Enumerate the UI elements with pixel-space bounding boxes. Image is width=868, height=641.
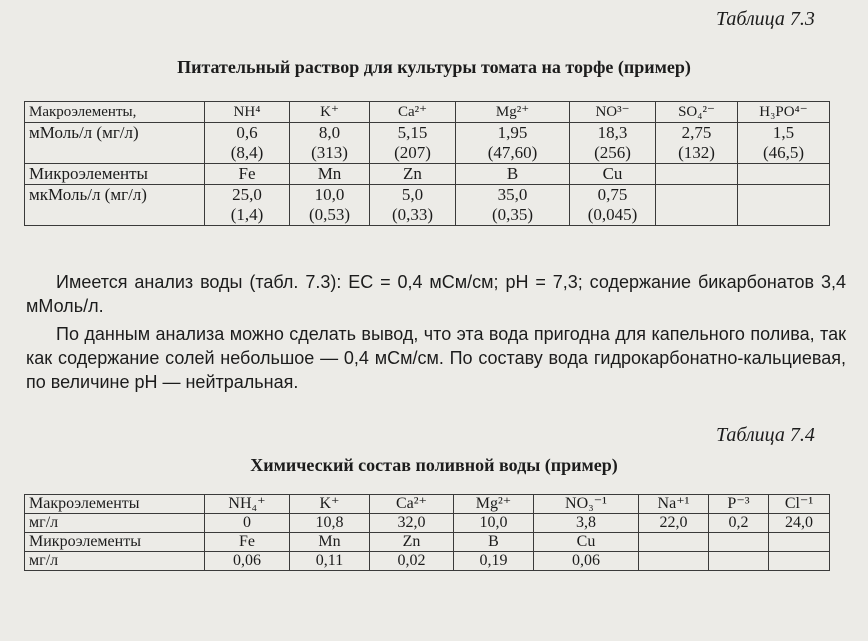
cell-value: 5,15 (397, 123, 428, 142)
table1-mmol-row (25, 123, 830, 164)
table2-cell: 0,06 (534, 552, 639, 571)
table1-value-cell (570, 185, 656, 226)
table1-value-cell (656, 185, 738, 226)
table2-cell: NO₃⁻¹ (534, 495, 639, 514)
table1-header-label: Макроэлементы, (25, 102, 205, 123)
cell-value: 2,75 (681, 123, 712, 142)
cell-secondary-value: (8,4) (230, 143, 264, 162)
table1-mkmol-row (25, 185, 830, 226)
table2-cell: NH₄⁺ (205, 495, 290, 514)
table2-cell: Ca²⁺ (370, 495, 454, 514)
irrigation-water-table (24, 494, 830, 571)
table1-value-cell (370, 123, 456, 164)
cell-value: 5,0 (401, 185, 424, 204)
table1-value-cell (738, 123, 830, 164)
table2-cell (709, 533, 769, 552)
table-caption-7-4: Таблица 7.4 (716, 424, 815, 446)
table1-header-cell: K⁺ (290, 102, 370, 123)
table1-header-cell: Mg²⁺ (456, 102, 570, 123)
cell-value: 0,75 (597, 185, 628, 204)
table2-cell (769, 552, 830, 571)
table2-cell: 10,8 (290, 514, 370, 533)
nutrient-solution-table (24, 101, 830, 226)
table1-micro-cell: Cu (570, 164, 656, 185)
table1-header-cell: NH⁴ (205, 102, 290, 123)
cell-secondary-value: (0,53) (308, 205, 351, 224)
table2-micro-header-row (25, 533, 830, 552)
table1-micro-cell: B (456, 164, 570, 185)
table2-row-label: мг/л (25, 514, 205, 533)
table2-cell: Mg²⁺ (454, 495, 534, 514)
table2-cell: 0,2 (709, 514, 769, 533)
table2-cell: Cu (534, 533, 639, 552)
cell-value: 1,95 (497, 123, 528, 142)
cell-value: 25,0 (232, 185, 262, 204)
table2-cell: 32,0 (370, 514, 454, 533)
table2-cell: 24,0 (769, 514, 830, 533)
table2-cell: 10,0 (454, 514, 534, 533)
table2-cell: K⁺ (290, 495, 370, 514)
table1-micro-cell: Mn (290, 164, 370, 185)
table-title-7-4: Химический состав поливной воды (пример) (250, 455, 618, 475)
cell-secondary-value: (1,4) (230, 205, 264, 224)
table2-mgl-row (25, 514, 830, 533)
table1-value-cell (370, 185, 456, 226)
table1-micro-cell (656, 164, 738, 185)
table1-header-cell: Ca²⁺ (370, 102, 456, 123)
table2-micro-mgl-row (25, 552, 830, 571)
table1-row-label: мкМоль/л (мг/л) (25, 185, 205, 226)
table2-cell: 0,11 (290, 552, 370, 571)
cell-value: 8,0 (318, 123, 341, 142)
cell-value: 1,5 (772, 123, 795, 142)
paragraph-conclusion: По данным анализа можно сделать вывод, что эта вода пригодна для капельного полива, так как содержание солей небольшое — 0,4 мСм/см. По составу вода гидрокарбонатно-кальциевая, по величине pH — нейтральная. (26, 324, 846, 392)
table1-micro-cell (738, 164, 830, 185)
paragraph-analysis: Имеется анализ воды (табл. 7.3): EC = 0,4 мСм/см; pH = 7,3; содержание бикарбонатов 3,4 мМоль/л. (26, 272, 846, 316)
body-text (26, 270, 846, 394)
table1-value-cell (205, 123, 290, 164)
cell-secondary-value: (0,045) (587, 205, 638, 224)
table2-cell (639, 552, 709, 571)
table2-header-row (25, 495, 830, 514)
cell-value: 0,6 (236, 123, 258, 142)
cell-secondary-value: (0,33) (391, 205, 434, 224)
table1-micro-label: Микроэлементы (25, 164, 205, 185)
table1-header-cell: NO³⁻ (570, 102, 656, 123)
cell-value: 18,3 (597, 123, 628, 142)
table1-value-cell (656, 123, 738, 164)
table2-row-label: Микроэлементы (25, 533, 205, 552)
table1-value-cell (290, 185, 370, 226)
table1-micro-header-row (25, 164, 830, 185)
cell-value: 10,0 (314, 185, 345, 204)
table2-cell: 22,0 (639, 514, 709, 533)
table2-cell: 0,06 (205, 552, 290, 571)
cell-secondary-value: (207) (394, 143, 431, 162)
table2-cell (639, 533, 709, 552)
table1-value-cell (456, 123, 570, 164)
table1-header-cell: H₃PO⁴⁻ (738, 102, 830, 123)
cell-secondary-value: (132) (678, 143, 715, 162)
table2-cell: 0 (205, 514, 290, 533)
table2-cell: 0,19 (454, 552, 534, 571)
table2-cell: Fe (205, 533, 290, 552)
table-title-7-3: Питательный раствор для культуры томата на торфе (пример) (177, 57, 691, 77)
table2-row-label: Макроэлементы (25, 495, 205, 514)
table2-cell: 0,02 (370, 552, 454, 571)
table2-cell: Na⁺¹ (639, 495, 709, 514)
table2-cell (769, 533, 830, 552)
table1-value-cell (738, 185, 830, 226)
table1-micro-cell: Zn (370, 164, 456, 185)
table1-header-row (25, 102, 830, 123)
cell-secondary-value: (0,35) (491, 205, 534, 224)
table2-cell: P⁻³ (709, 495, 769, 514)
table1-micro-cell: Fe (205, 164, 290, 185)
table2-cell: Cl⁻¹ (769, 495, 830, 514)
table2-cell: Zn (370, 533, 454, 552)
table1-value-cell (570, 123, 656, 164)
cell-secondary-value: (46,5) (762, 143, 805, 162)
table1-row-label: мМоль/л (мг/л) (25, 123, 205, 164)
cell-secondary-value: (47,60) (487, 143, 538, 162)
table2-cell: B (454, 533, 534, 552)
table2-cell (709, 552, 769, 571)
table1-value-cell (205, 185, 290, 226)
table1-value-cell (290, 123, 370, 164)
table-caption-7-3: Таблица 7.3 (716, 8, 815, 30)
table1-value-cell (456, 185, 570, 226)
cell-value: 35,0 (497, 185, 528, 204)
cell-secondary-value: (313) (311, 143, 348, 162)
cell-secondary-value: (256) (594, 143, 631, 162)
table2-cell: 3,8 (534, 514, 639, 533)
table1-header-cell: SO₄²⁻ (656, 102, 738, 123)
table2-row-label: мг/л (25, 552, 205, 571)
table2-cell: Mn (290, 533, 370, 552)
